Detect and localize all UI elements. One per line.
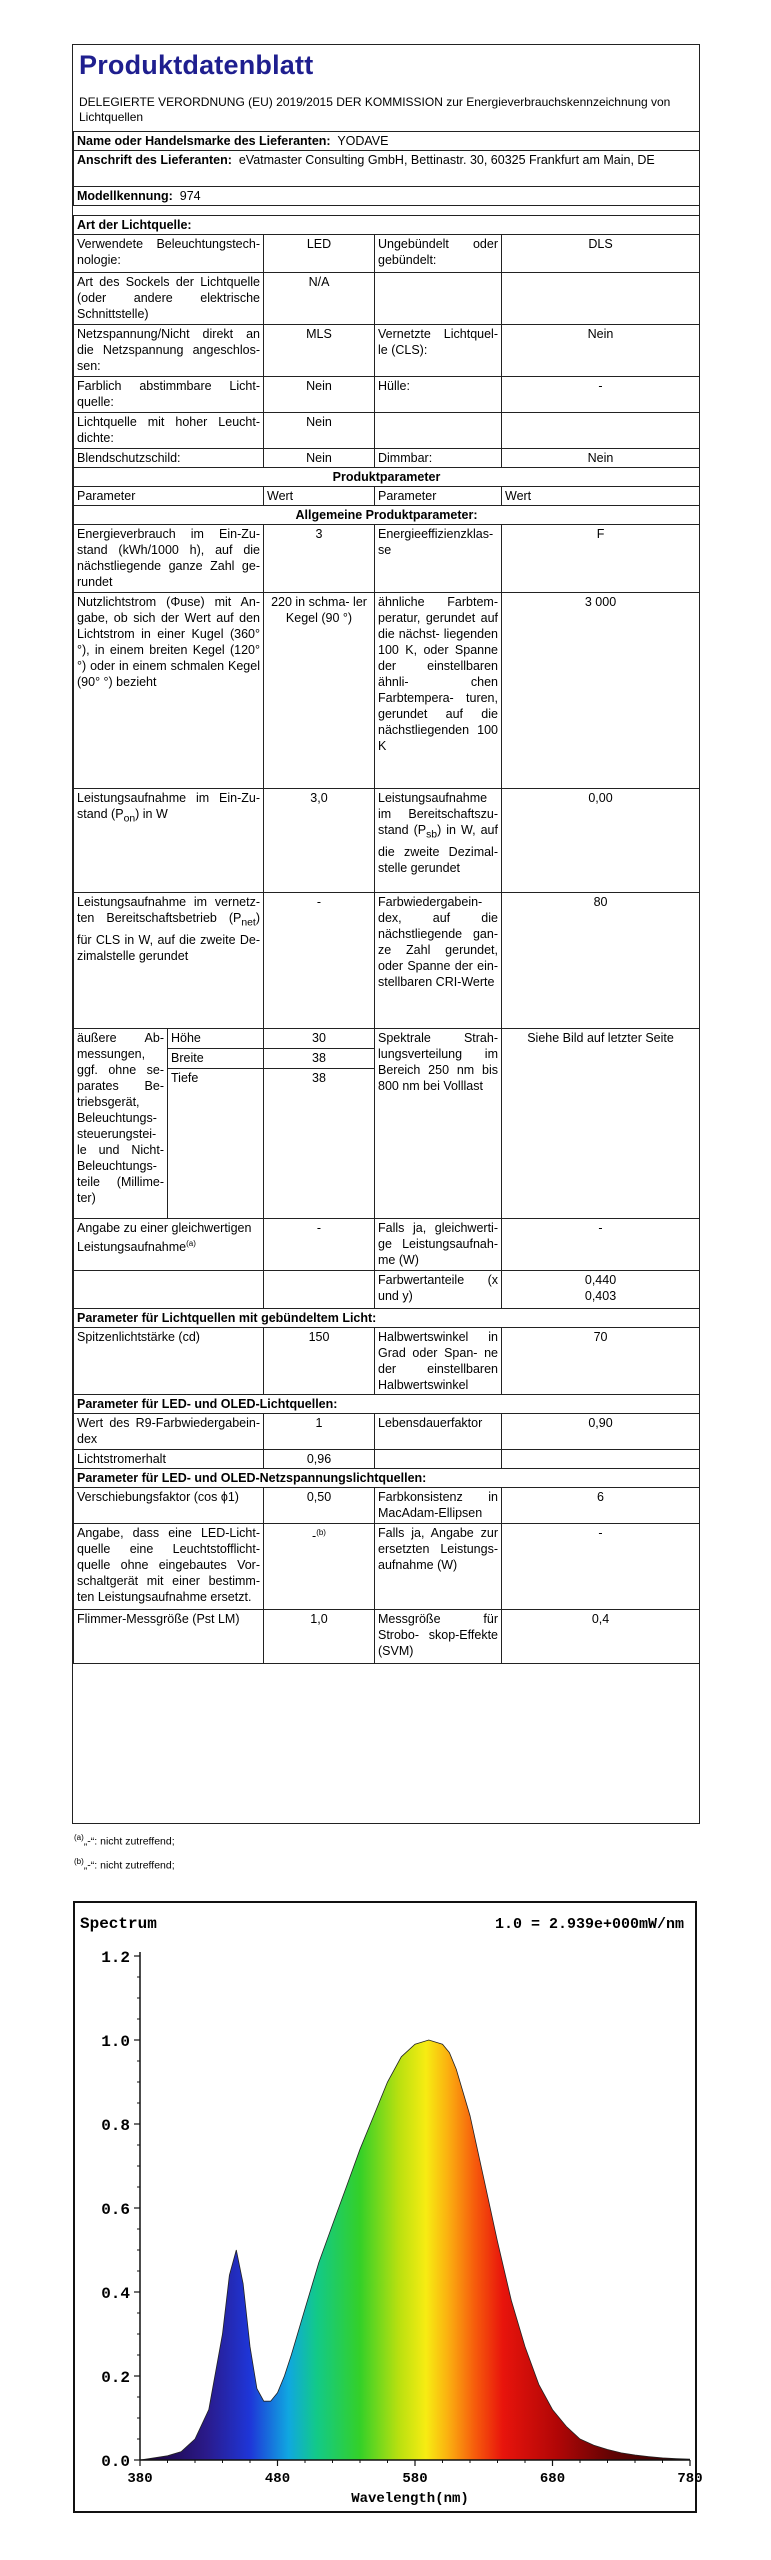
- general-params-heading: Allgemeine Produktparameter:: [74, 506, 700, 525]
- param-label: Energieverbrauch im Ein-Zu- stand (kWh/1000 h), auf die nächstliegende ganze Zahl ge- rundet: [74, 525, 264, 593]
- displacement-factor-value: 0,50: [264, 1488, 375, 1524]
- empty-cell: [502, 1450, 700, 1469]
- equivalent-label: [74, 1219, 264, 1271]
- param-label: Blendschutzschild:: [74, 449, 264, 468]
- param-label: Leistungsaufnahme im Bereitschaftszu- stand $(P_{sb})$ in W, auf die zweite Dezimal- stelle gerundet: [375, 789, 502, 893]
- param-label: Hülle:: [375, 377, 502, 413]
- footnote-a: [74, 1828, 175, 1852]
- x-tick-label: 380: [127, 2471, 153, 2487]
- param-value: MLS: [264, 325, 375, 377]
- equivalent-value: -: [264, 1219, 375, 1271]
- survival-factor-label: Lebensdauerfaktor: [375, 1414, 502, 1450]
- chromaticity-label: Farbwertanteile (x und y): [375, 1271, 502, 1309]
- address-label: Anschrift des Lieferanten:: [77, 153, 232, 167]
- stroboscopic-label: Messgröße für Strobo- skop-Effekte (SVM): [375, 1610, 502, 1664]
- colour-consistency-value: 6: [502, 1488, 700, 1524]
- lumen-maintenance-label: Lichtstromerhalt: [74, 1450, 264, 1469]
- x-tick-label: 480: [264, 2471, 291, 2487]
- param-value: -: [502, 377, 700, 413]
- product-data-sheet: [72, 44, 700, 1824]
- address-row: [74, 151, 700, 187]
- param-value: 220 in schma- ler Kegel (90 °): [264, 593, 375, 789]
- peak-intensity-value: 150: [264, 1328, 375, 1395]
- trademark-value: YODAVE: [337, 134, 389, 148]
- col-header-param: Parameter: [74, 487, 264, 506]
- mains-heading: Parameter für LED- und OLED-Netzspannungslichtquellen:: [74, 1469, 700, 1488]
- replaced-power-value: -: [502, 1524, 700, 1610]
- replacement-claim-label: Angabe, dass eine LED-Licht- quelle eine Leuchtstofflicht- quelle ohne eingebautes Vor- schaltgerät mit einer bestimm- ten Leistungsaufnahme ersetzt.: [74, 1524, 264, 1610]
- param-label: Ungebündelt oder gebündelt:: [375, 235, 502, 273]
- param-value: Nein: [502, 325, 700, 377]
- replacement-claim-value: [264, 1524, 375, 1610]
- regulation-text: DELEGIERTE VERORDNUNG (EU) 2019/2015 DER KOMMISSION zur Energieverbrauchskennzeichnung von Lichtquellen: [79, 95, 671, 124]
- r9-label: Wert des R9-Farbwiedergabein- dex: [74, 1414, 264, 1450]
- led-heading: Parameter für LED- und OLED-Lichtquellen:: [74, 1395, 700, 1414]
- lumen-maintenance-value: 0,96: [264, 1450, 375, 1469]
- param-label: Netzspannung/Nicht direkt an die Netzspannung angeschlos- sen:: [74, 325, 264, 377]
- replacement-claim-dash: -: [312, 1529, 317, 1544]
- param-label: Leistungsaufnahme im Ein-Zu- stand $(P_{on})$ in W: [74, 789, 264, 893]
- param-value: DLS: [502, 235, 700, 273]
- chromaticity-value: [502, 1271, 700, 1309]
- empty-cell: [375, 1450, 502, 1469]
- y-tick-label: 1.0: [101, 2033, 130, 2051]
- equivalent-label-text: Angabe zu einer gleichwertigen Leistungsaufnahme: [77, 1221, 252, 1255]
- x-tick-label: 580: [402, 2471, 428, 2487]
- parameters-table: [73, 215, 700, 1664]
- param-value: [502, 413, 700, 449]
- footnote-a-text: „-“: nicht zutreffend;: [83, 1835, 175, 1848]
- col-header-value: Wert: [502, 487, 700, 506]
- param-value: Nein: [264, 377, 375, 413]
- chart-title: Spectrum: [80, 1915, 157, 1933]
- y-tick-label: 0.0: [101, 2453, 130, 2471]
- param-label: [375, 273, 502, 325]
- param-value: 80: [502, 893, 700, 1029]
- spectral-label: Spektrale Strah- lungsverteilung im Bereich 250 nm bis 800 nm bei Volllast: [375, 1029, 502, 1219]
- footnote-b-mark: (b): [74, 1856, 84, 1866]
- type-heading: Art der Lichtquelle:: [74, 216, 700, 235]
- param-value: N/A: [264, 273, 375, 325]
- depth-label: Tiefe: [168, 1069, 264, 1219]
- param-label: Vernetzte Lichtquel- le (CLS):: [375, 325, 502, 377]
- param-value: [502, 273, 700, 325]
- height-label: Höhe: [168, 1029, 264, 1049]
- footnote-a-mark: (a): [74, 1833, 84, 1842]
- param-label: Nutzlichtstrom (Φuse) mit An- gabe, ob sich der Wert auf den Lichtstrom in einer Kugel (360° °), in einem breiten Kegel (120° °) oder in einem schmalen Kegel (90° °) bezieht: [74, 593, 264, 789]
- y-tick-label: 0.6: [101, 2201, 130, 2219]
- model-row: [74, 187, 700, 206]
- param-value: LED: [264, 235, 375, 273]
- x-tick-label: 780: [677, 2471, 703, 2487]
- beam-angle-label: Halbwertswinkel in Grad oder Span- ne der einstellbaren Halbwertswinkel: [375, 1328, 502, 1395]
- param-label: Energieeffizienzklas- se: [375, 525, 502, 593]
- trademark-row: [74, 132, 700, 151]
- param-label: [375, 413, 502, 449]
- col-header-value: Wert: [264, 487, 375, 506]
- param-value: 3: [264, 525, 375, 593]
- param-label: Art des Sockels der Lichtquelle (oder andere elektrische Schnittstelle): [74, 273, 264, 325]
- y-tick-label: 0.2: [101, 2369, 130, 2387]
- chart-scale-note: 1.0 = 2.939e+000mW/nm: [494, 1916, 684, 1933]
- param-label: Lichtquelle mit hoher Leucht- dichte:: [74, 413, 264, 449]
- param-label: Farbwiedergabein- dex, auf die nächstliegende gan- ze Zahl gerundet, oder Spanne der ein- stellbaren CRI-Werte: [375, 893, 502, 1029]
- width-label: Breite: [168, 1049, 264, 1069]
- replaced-power-label: Falls ja, Angabe zur ersetzten Leistungs- aufnahme (W): [375, 1524, 502, 1610]
- survival-factor-value: 0,90: [502, 1414, 700, 1450]
- y-tick-label: 0.4: [101, 2285, 130, 2303]
- col-header-param: Parameter: [375, 487, 502, 506]
- peak-intensity-label: Spitzenlichtstärke (cd): [74, 1328, 264, 1395]
- depth-value: 38: [264, 1069, 375, 1219]
- model-value: 974: [179, 189, 201, 203]
- footnote-b: [74, 1852, 175, 1876]
- address-value: eVatmaster Consulting GmbH, Bettinastr. 30, 60325 Frankfurt am Main, DE: [238, 153, 655, 167]
- chromaticity-y: 0,403: [584, 1289, 617, 1303]
- height-value: 30: [264, 1029, 375, 1049]
- width-value: 38: [264, 1049, 375, 1069]
- param-value: Nein: [502, 449, 700, 468]
- footnote-b-text: „-“: nicht zutreffend;: [83, 1859, 175, 1871]
- param-label: Leistungsaufnahme im vernetz- ten Bereitschaftsbetrieb $(P_{net})$ für CLS in W, auf die zweite De- zimalstelle gerundet: [74, 893, 264, 1029]
- y-tick-label: 1.2: [101, 1949, 130, 1967]
- footnotes: [74, 1828, 175, 1875]
- displacement-factor-label: Verschiebungsfaktor (cos ϕ1): [74, 1488, 264, 1524]
- param-label: Farblich abstimmbare Licht- quelle:: [74, 377, 264, 413]
- spectral-value: Siehe Bild auf letzter Seite: [502, 1029, 700, 1219]
- flicker-label: Flimmer-Messgröße (Pst LM): [74, 1610, 264, 1664]
- page-title: Produktdatenblatt: [79, 50, 314, 80]
- param-label: Dimmbar:: [375, 449, 502, 468]
- stroboscopic-value: 0,4: [502, 1610, 700, 1664]
- x-axis-label: Wavelength(nm): [351, 2491, 469, 2507]
- directional-heading: Parameter für Lichtquellen mit gebündeltem Licht:: [74, 1309, 700, 1328]
- param-label: ähnliche Farbtem- peratur, gerundet auf die nächst- liegenden 100 K, oder Spanne der einstellbaren ähnli- chen Farbtempera- turen, gerundet auf die nächstliegenden 100 K: [375, 593, 502, 789]
- empty-cell: [264, 1271, 375, 1309]
- supplier-table: [73, 131, 700, 206]
- param-value: 3,0: [264, 789, 375, 893]
- flicker-value: 1,0: [264, 1610, 375, 1664]
- param-value: -: [264, 893, 375, 1029]
- param-value: 3 000: [502, 593, 700, 789]
- trademark-label: Name oder Handelsmarke des Lieferanten:: [77, 134, 331, 148]
- param-label: Verwendete Beleuchtungstech- nologie:: [74, 235, 264, 273]
- param-value: Nein: [264, 449, 375, 468]
- footnote-b-ref: (b): [316, 1528, 326, 1537]
- chromaticity-x: 0,440: [584, 1273, 617, 1287]
- spectrum-chart: [70, 1898, 703, 2516]
- param-value: F: [502, 525, 700, 593]
- equivalent-power-label: Falls ja, gleichwerti- ge Leistungsaufnah- me (W): [375, 1219, 502, 1271]
- product-params-heading: Produktparameter: [74, 468, 700, 487]
- beam-angle-value: 70: [502, 1328, 700, 1395]
- x-tick-label: 680: [539, 2471, 566, 2487]
- footnote-a-ref: (a): [186, 1239, 196, 1248]
- param-value: 0,00: [502, 789, 700, 893]
- r9-value: 1: [264, 1414, 375, 1450]
- empty-cell: [74, 1271, 264, 1309]
- model-label: Modellkennung:: [77, 189, 173, 203]
- y-tick-label: 0.8: [101, 2117, 130, 2135]
- param-value: Nein: [264, 413, 375, 449]
- colour-consistency-label: Farbkonsistenz in MacAdam-Ellipsen: [375, 1488, 502, 1524]
- dimensions-label: äußere Ab- messungen, ggf. ohne se- parates Be- triebsgerät, Beleuchtungs- steuerungstei- le und Nicht- Beleuchtungs- teile (Millime- ter): [74, 1029, 168, 1219]
- equivalent-power-value: -: [502, 1219, 700, 1271]
